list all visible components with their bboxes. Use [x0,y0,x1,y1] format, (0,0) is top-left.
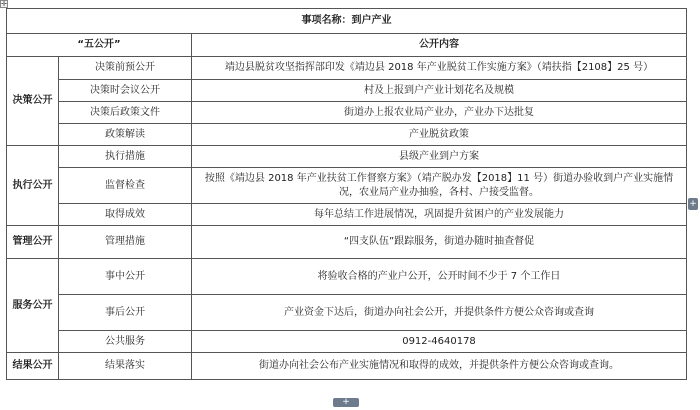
table-row [7,102,687,124]
row-item: 决策后政策文件 [59,102,192,124]
row-item: 结果落实 [59,353,192,380]
row-content: 按照《靖边县 2018 年产业扶贫工作督察方案》（靖产脱办发【2018】11 号）街道办验收到户产业实施情况，农业局产业办抽验，各村、户接受监督。 [192,168,687,204]
table-title-row [7,9,687,34]
add-row-button[interactable]: + [333,398,359,407]
table-row [7,295,687,331]
row-item: 执行措施 [59,146,192,168]
table-row [7,57,687,80]
table-row [7,259,687,295]
table-move-icon[interactable]: ✛ [1,0,7,8]
row-content: 街道办上报农业局产业办，产业办下达批复 [192,102,687,124]
row-item: 取得成效 [59,204,192,226]
category-service: 服务公开 [7,259,59,353]
disclosure-table [6,8,687,380]
table-row [7,146,687,168]
row-item: 管理措施 [59,226,192,259]
table-title: 事项名称：到户产业 [7,9,687,34]
row-content: 产业资金下达后，街道办向社会公开，并提供条件方便公众咨询或查询 [192,295,687,331]
row-content: 将验收合格的产业户公开，公开时间不少于 7 个工作日 [192,259,687,295]
row-item: 决策时会议公开 [59,80,192,102]
row-content: 村及上报到户产业计划花名及规模 [192,80,687,102]
row-item: 事中公开 [59,259,192,295]
table-row [7,331,687,353]
row-item: 事后公开 [59,295,192,331]
header-five-disclosures: “五公开” [7,34,192,57]
header-disclosure-content: 公开内容 [192,34,687,57]
category-decision: 决策公开 [7,57,59,146]
row-item: 公共服务 [59,331,192,353]
row-item: 决策前预公开 [59,57,192,80]
row-item: 政策解读 [59,124,192,146]
row-content: 每年总结工作进展情况，巩固提升贫困户的产业发展能力 [192,204,687,226]
table-row [7,80,687,102]
table-row [7,353,687,380]
category-result: 结果公开 [7,353,59,380]
add-column-button[interactable]: + [689,199,697,209]
row-content: 0912-4640178 [192,331,687,353]
table-header-row [7,34,687,57]
table-row [7,124,687,146]
category-execution: 执行公开 [7,146,59,226]
table-row [7,204,687,226]
row-content: “四支队伍”跟踪服务，街道办随时抽查督促 [192,226,687,259]
row-content: 靖边县脱贫攻坚指挥部印发《靖边县 2018 年产业脱贫工作实施方案》（靖扶指【2108】25 号） [192,57,687,80]
row-content: 县级产业到户方案 [192,146,687,168]
row-content: 产业脱贫政策 [192,124,687,146]
category-management: 管理公开 [7,226,59,259]
row-item: 监督检查 [59,168,192,204]
table-row [7,226,687,259]
table-row [7,168,687,204]
row-content: 街道办向社会公布产业实施情况和取得的成效，并提供条件方便公众咨询或查询。 [192,353,687,380]
